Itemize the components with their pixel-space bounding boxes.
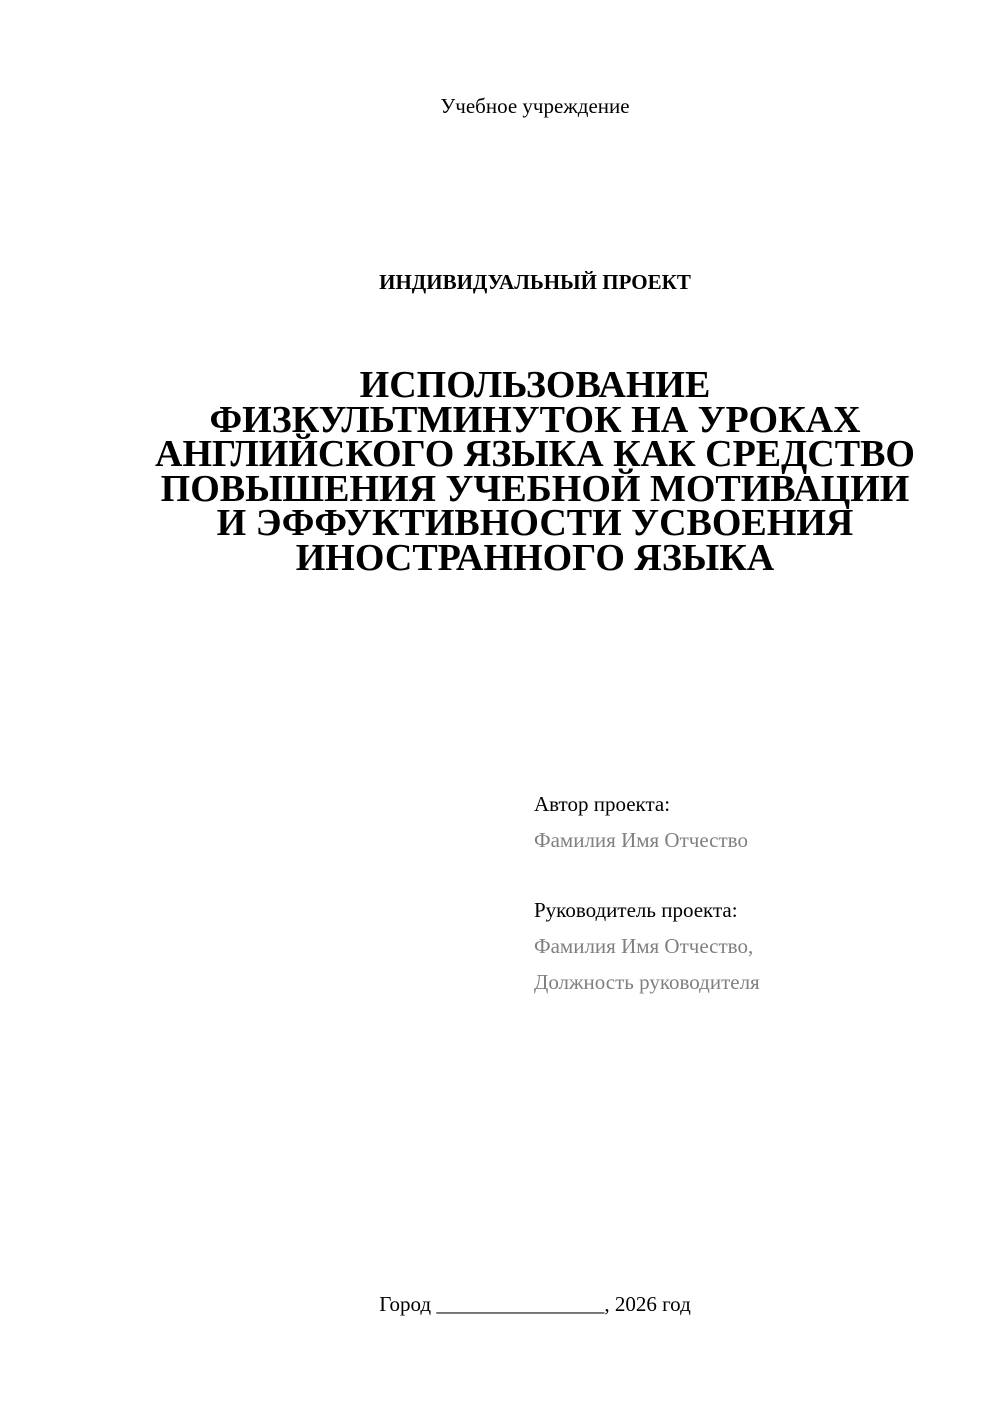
supervisor-name: Фамилия Имя Отчество, [534,934,754,958]
project-title-line: ФИЗКУЛЬТМИНУТОК НА УРОКАХ [209,398,861,441]
supervisor-position: Должность руководителя [534,970,760,994]
project-title-line: ПОВЫШЕНИЯ УЧЕБНОЙ МОТИВАЦИИ [160,467,910,510]
author-block [534,786,748,858]
author-label: Автор проекта: [534,792,671,816]
project-title-line: ИСПОЛЬЗОВАНИЕ [359,364,711,406]
project-title-line: ИНОСТРАННОГО ЯЗЫКА [295,536,775,579]
institution-name: Учебное учреждение [440,94,630,118]
supervisor-label: Руководитель проекта: [534,898,738,922]
project-title-line: И ЭФФУКТИВНОСТИ УСВОЕНИЯ [216,502,854,544]
supervisor-block [534,892,760,1000]
document-type: ИНДИВИДУАЛЬНЫЙ ПРОЕКТ [379,270,691,294]
city-year-line: Город ________________, 2026 год [379,1292,691,1316]
project-title [100,364,970,579]
author-name: Фамилия Имя Отчество [534,828,748,852]
project-title-line: АНГЛИЙСКОГО ЯЗЫКА КАК СРЕДСТВО [155,433,915,475]
